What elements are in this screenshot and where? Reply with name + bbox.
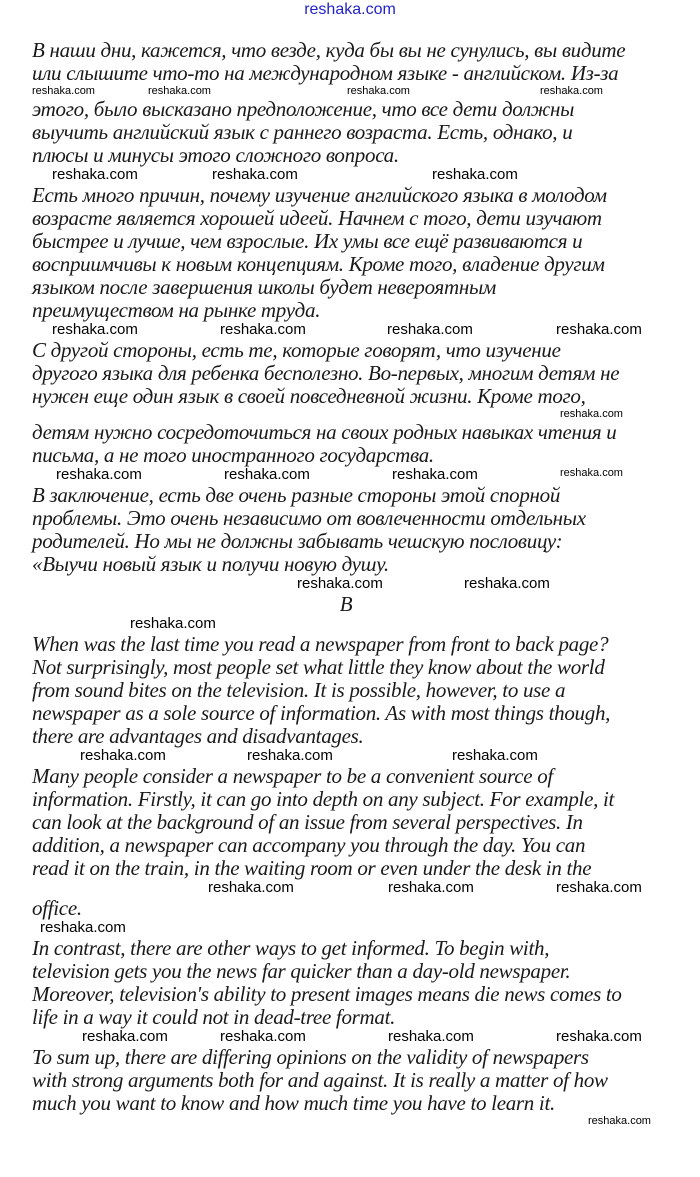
russian-text-line: восприимчивы к новым концепциям. Кроме того, владение другим: [32, 252, 605, 276]
watermark-text: reshaka.com: [224, 466, 310, 483]
watermark-row: [0, 167, 700, 184]
watermark-text: reshaka.com: [80, 747, 166, 764]
watermark-text: reshaka.com: [247, 747, 333, 764]
english-text-line: When was the last time you read a newspaper from front to back page?: [32, 632, 609, 656]
russian-text-line: быстрее и лучше, чем взрослые. Их умы все ещё развиваются и: [32, 229, 583, 253]
english-text-line: newspaper as a sole source of information. As with most things though,: [32, 701, 611, 725]
russian-text-line: плюсы и минусы этого сложного вопроса.: [32, 143, 399, 167]
watermark-text: reshaka.com: [556, 879, 642, 896]
watermark-row: [0, 467, 700, 484]
english-text-line: with strong arguments both for and against. It is really a matter of how: [32, 1068, 608, 1092]
russian-text-line: другого языка для ребенка бесполезно. Во-первых, многим детям не: [32, 361, 620, 385]
watermark-text: reshaka.com: [388, 879, 474, 896]
watermark-text: reshaka.com: [56, 466, 142, 483]
watermark-text: reshaka.com: [208, 879, 294, 896]
watermark-text: reshaka.com: [588, 1115, 651, 1127]
watermark-row: [0, 322, 700, 339]
watermark-text: reshaka.com: [130, 615, 216, 632]
watermark-text: reshaka.com: [82, 1028, 168, 1045]
watermark-text: reshaka.com: [387, 321, 473, 338]
russian-text-line: родителей. Но мы не должны забывать чешскую пословицу:: [32, 529, 563, 553]
russian-text-line: проблемы. Это очень независимо от вовлеченности отдельных: [32, 506, 586, 530]
russian-text-line: «Выучи новый язык и получи новую душу.: [32, 552, 389, 576]
russian-text-line: преимуществом на рынке труда.: [32, 298, 321, 322]
russian-text-line: нужен еще один язык в своей повседневной жизни. Кроме того,: [32, 384, 586, 408]
watermark-text: reshaka.com: [52, 321, 138, 338]
english-text-line: life in a way it could not in dead-tree format.: [32, 1005, 396, 1029]
watermark-text: reshaka.com: [52, 166, 138, 183]
site-watermark-link[interactable]: reshaka.com: [304, 1, 396, 18]
russian-text-line: этого, было высказано предположение, что все дети должны: [32, 97, 575, 121]
english-text-line: there are advantages and disadvantages.: [32, 724, 364, 748]
watermark-text: reshaka.com: [540, 85, 603, 97]
watermark-row: [0, 408, 700, 421]
watermark-text: reshaka.com: [556, 321, 642, 338]
english-text-line: Many people consider a newspaper to be a convenient source of: [32, 764, 553, 788]
watermark-text: reshaka.com: [560, 408, 623, 420]
watermark-text: reshaka.com: [32, 85, 95, 97]
watermark-text: reshaka.com: [452, 747, 538, 764]
english-text-line: information. Firstly, it can go into depth on any subject. For example, it: [32, 787, 615, 811]
watermark-row: [0, 26, 700, 39]
document-body: [0, 24, 700, 1128]
watermark-text: reshaka.com: [432, 166, 518, 183]
english-text-line: To sum up, there are differing opinions on the validity of newspapers: [32, 1045, 589, 1069]
watermark-text: reshaka.com: [392, 466, 478, 483]
russian-text-line: или слышите что-то на международном языке - английском. Из-за: [32, 61, 619, 85]
watermark-text: reshaka.com: [220, 321, 306, 338]
top-watermark-row: [0, 0, 700, 24]
watermark-text: reshaka.com: [347, 85, 410, 97]
english-text-line: from sound bites on the television. It is possible, however, to use a: [32, 678, 566, 702]
watermark-row: [0, 920, 700, 937]
watermark-text: reshaka.com: [560, 467, 623, 479]
watermark-row: [0, 880, 700, 897]
watermark-row: [0, 1115, 700, 1128]
english-text-line: addition, a newspaper can accompany you through the day. You can: [32, 833, 586, 857]
russian-text-line: выучить английский язык с раннего возраста. Есть, однако, и: [32, 120, 573, 144]
russian-text-line: В наши дни, кажется, что везде, куда бы вы не сунулись, вы видите: [32, 38, 626, 62]
russian-text-line: письма, а не того иностранного государства.: [32, 443, 434, 467]
russian-text-line: Есть много причин, почему изучение английского языка в молодом: [32, 183, 607, 207]
english-text-line: Moreover, television's ability to present images means die news comes to: [32, 982, 622, 1006]
english-text-line: television gets you the news far quicker than a day-old newspaper.: [32, 959, 571, 983]
watermark-text: reshaka.com: [388, 1028, 474, 1045]
english-text-line: read it on the train, in the waiting room or even under the desk in the: [32, 856, 592, 880]
russian-text-line: С другой стороны, есть те, которые говорят, что изучение: [32, 338, 561, 362]
russian-text-line: языком после завершения школы будет невероятным: [32, 275, 496, 299]
english-text-line: can look at the background of an issue from several perspectives. In: [32, 810, 583, 834]
english-text-line: In contrast, there are other ways to get informed. To begin with,: [32, 936, 550, 960]
english-text-line: office.: [32, 896, 82, 920]
watermark-text: reshaka.com: [297, 575, 383, 592]
english-text-line: Not surprisingly, most people set what little they know about the world: [32, 655, 605, 679]
section-heading: B: [339, 592, 353, 616]
watermark-row: [0, 748, 700, 765]
watermark-text: reshaka.com: [148, 85, 211, 97]
watermark-row: [0, 616, 700, 633]
watermark-text: reshaka.com: [556, 1028, 642, 1045]
watermark-text: reshaka.com: [212, 166, 298, 183]
watermark-row: [0, 576, 700, 593]
watermark-row: [0, 1029, 700, 1046]
russian-text-line: возрасте является хорошей идеей. Начнем с того, дети изучают: [32, 206, 602, 230]
watermark-text: reshaka.com: [464, 575, 550, 592]
english-text-line: much you want to know and how much time you have to learn it.: [32, 1091, 555, 1115]
watermark-row: [0, 85, 700, 98]
russian-text-line: детям нужно сосредоточиться на своих родных навыках чтения и: [32, 420, 617, 444]
watermark-text: reshaka.com: [40, 919, 126, 936]
watermark-text: reshaka.com: [220, 1028, 306, 1045]
russian-text-line: В заключение, есть две очень разные стороны этой спорной: [32, 483, 561, 507]
